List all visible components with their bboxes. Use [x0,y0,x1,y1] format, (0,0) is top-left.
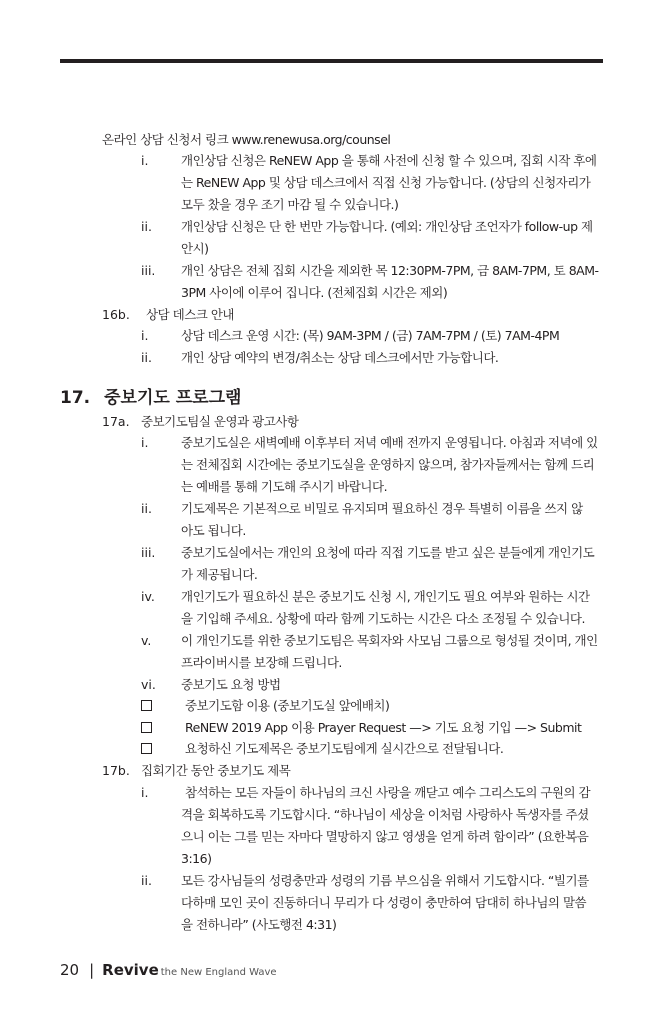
item-text-line: 아도 됩니다. [181,523,246,538]
footer-tagline: the New England Wave [160,967,277,978]
item-text-line: 이 개인기도를 위한 중보기도팀은 목회자와 사모님 그룹으로 형성될 것이며, 개인 [181,633,598,648]
page-footer [60,961,277,982]
checkbox-square-icon [141,700,152,711]
section-title-16b: 상담 데스크 안내 [146,307,234,322]
section-heading-17 [60,387,241,409]
item-text-line: 상담 데스크 운영 시간: (목) 9AM-3PM / (금) 7AM-7PM / (토) 7AM-4PM [181,328,560,343]
header-rule [60,59,603,63]
item-text-line: 격을 회복하도록 기도합시다. “하나님이 세상을 이처럼 사랑하사 독생자를 주셨 [181,807,589,822]
footer-brand: Revive [102,961,159,979]
item-text-line: 으니 이는 그를 믿는 자마다 멸망하지 않고 영생을 얻게 하려 함이라” (요한복음 [181,829,589,844]
item-text-line: 는 ReNEW App 및 상담 데스크에서 직접 신청 가능합니다. (상담의 신청자리가 [181,175,591,190]
item-label: vi. [141,677,156,692]
item-label: v. [141,633,152,648]
checklist-item: 중보기도함 이용 (중보기도실 앞에배치) [185,698,390,713]
section-title-17a: 중보기도팀실 운영과 광고사항 [141,414,299,429]
item-label: ii. [141,873,152,888]
item-text-line: 모든 강사님들의 성령충만과 성령의 기름 부으심을 위해서 기도합시다. “빌기를 [181,873,589,888]
item-label: i. [141,328,149,343]
page-number: 20 [60,961,80,979]
item-text-line: 모두 찼을 경우 조기 마감 될 수 있습니다.) [181,197,399,212]
item-text-line: 을 기입해 주세요. 상황에 따라 함께 기도하는 시간은 다소 조정될 수 있습니다. [181,611,585,626]
checklist-item: 요청하신 기도제목은 중보기도팀에게 실시간으로 전달됩니다. [185,741,504,756]
section-title-17b: 집회기간 동안 중보기도 제목 [141,763,291,778]
section-label-16b: 16b. [102,307,130,322]
item-text-line: 중보기도 요청 방법 [181,677,281,692]
checklist-item: ReNEW 2019 App 이용 Prayer Request —> 기도 요청 기입 —> Submit [185,720,582,735]
item-text-line: 을 전하니라” (사도행전 4:31) [181,917,337,932]
item-label: ii. [141,219,152,234]
item-label: i. [141,153,149,168]
item-text-line: 는 예배를 통해 기도해 주시기 바랍니다. [181,479,388,494]
item-text-line: 참석하는 모든 자들이 하나님의 크신 사랑을 깨닫고 예수 그리스도의 구원의 감 [185,785,591,800]
item-label: ii. [141,501,152,516]
section-number: 17. [60,388,91,408]
item-text-line: 중보기도실에서는 개인의 요청에 따라 직접 기도를 받고 싶은 분들에게 개인기도 [181,545,595,560]
item-text-line: 3:16) [181,851,212,866]
checkbox-square-icon [141,743,152,754]
item-text-line: 는 전체집회 시간에는 중보기도실을 운영하지 않으며, 참가자들께서는 함께 드리 [181,457,595,472]
item-text-line: 중보기도실은 새벽예배 이후부터 저녁 예배 전까지 운영됩니다. 아침과 저녁에 있 [181,435,598,450]
item-text-line: 다하매 모인 곳이 진동하더니 무리가 다 성령이 충만하여 담대히 하나님의 말씀 [181,895,587,910]
item-label: iii. [141,263,156,278]
item-text-line: 개인기도가 필요하신 분은 중보기도 신청 시, 개인기도 필요 여부와 원하는 시간 [181,589,590,604]
item-text-line: 개인 상담 예약의 변경/취소는 상담 데스크에서만 가능합니다. [181,350,499,365]
item-text-line: 개인상담 신청은 ReNEW App 을 통해 사전에 신청 할 수 있으며, 집회 시작 후에 [181,153,597,168]
footer-separator: | [89,961,95,979]
checkbox-square-icon [141,722,152,733]
item-text-line: 가 제공됩니다. [181,567,258,582]
item-text-line: 기도제목은 기본적으로 비밀로 유지되며 필요하신 경우 특별히 이름을 쓰지 않 [181,501,583,516]
section-title: 중보기도 프로그램 [104,388,242,408]
section-label-17b: 17b. [102,763,130,778]
item-text-line: 개인 상담은 전체 집회 시간을 제외한 목 12:30PM-7PM, 금 8AM-7PM, 토 8AM- [181,263,599,278]
item-label: i. [141,435,149,450]
item-text-line: 안시) [181,241,209,256]
item-label: ii. [141,350,152,365]
item-label: iv. [141,589,155,604]
section-label-17a: 17a. [102,414,130,429]
item-label: i. [141,785,149,800]
item-text-line: 개인상담 신청은 단 한 번만 가능합니다. (예외: 개인상담 조언자가 follow-up 제 [181,219,593,234]
counsel-link-text: 온라인 상담 신청서 링크 www.renewusa.org/counsel [102,132,391,147]
item-label: iii. [141,545,156,560]
item-text-line: 프라이버시를 보장해 드립니다. [181,655,342,670]
item-text-line: 3PM 사이에 이루어 집니다. (전체집회 시간은 제외) [181,285,448,300]
